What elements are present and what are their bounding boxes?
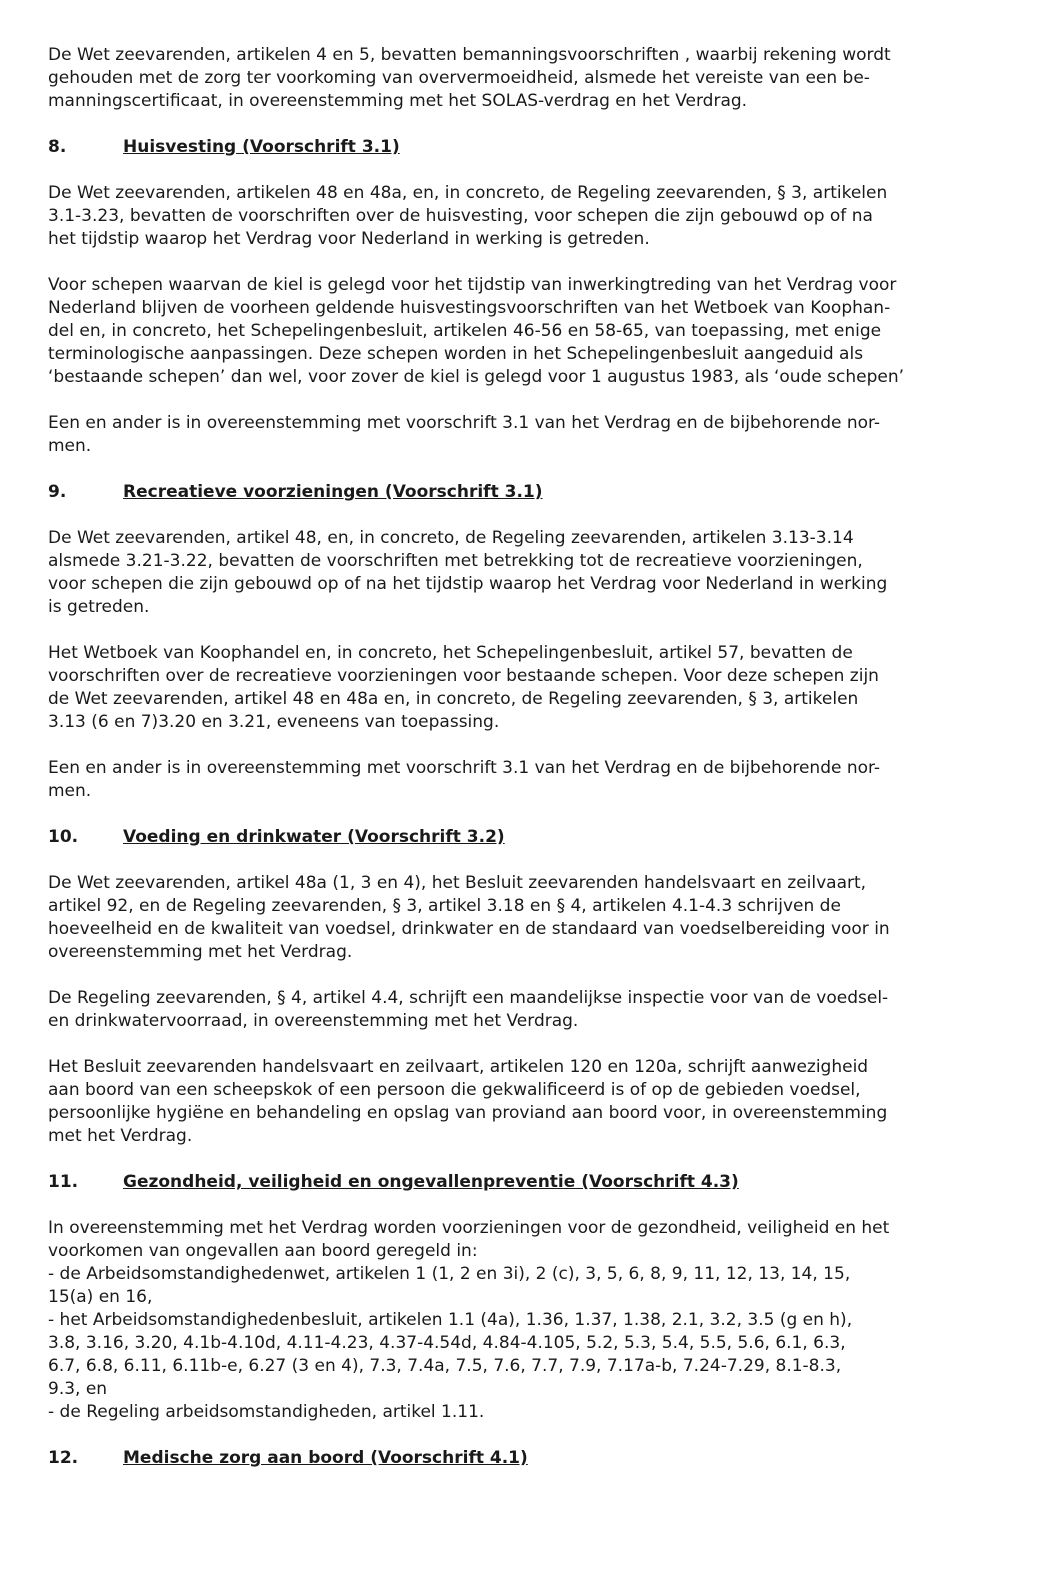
section-number: 12. xyxy=(48,1448,79,1468)
section-10 xyxy=(48,826,1016,1148)
section-paragraph: Een en ander is in overeenstemming met voorschrift 3.1 van het Verdrag en de bijbehorende nor- men. xyxy=(48,758,881,801)
section-number: 11. xyxy=(48,1172,79,1192)
section-9 xyxy=(48,481,1016,803)
section-number: 10. xyxy=(48,827,79,847)
section-paragraph: De Wet zeevarenden, artikelen 48 en 48a, en, in concreto, de Regeling zeevarenden, § 3, artikelen 3.1-3.23, bevatten de voorschriften over de huisvesting, voor schepen die zijn gebouwd op of na het tijdstip waarop het Verdrag voor Nederland in werking is getreden. xyxy=(48,183,888,249)
section-paragraph: De Wet zeevarenden, artikel 48, en, in concreto, de Regeling zeevarenden, artikelen 3.13-3.14 alsmede 3.21-3.22, bevatten de voorschriften met betrekking tot de recreatieve voorzieningen, voor schepen die zijn gebouwd op of na het tijdstip waarop het Verdrag voor Nederland in werking is getreden. xyxy=(48,528,888,617)
section-heading xyxy=(48,136,1016,159)
section-heading xyxy=(48,481,1016,504)
section-11 xyxy=(48,1171,1016,1424)
section-heading xyxy=(48,826,1016,849)
section-paragraph: In overeenstemming met het Verdrag worden voorzieningen voor de gezondheid, veiligheid en het voorkomen van ongevallen aan boord geregeld in: - de Arbeidsomstandighedenwet, artikelen 1 (1, 2 en 3i), 2 (c), 3, 5, 6, 8, 9, 11, 12, 13, 14, 15, 15(a) en 16, - het Arbeidsomstandighedenbesluit, artikelen 1.1 (4a), 1.36, 1.37, 1.38, 2.1, 3.2, 3.5 (g en h), 3.8, 3.16, 3.20, 4.1b-4.10d, 4.11-4.23, 4.37-4.54d, 4.84-4.105, 5.2, 5.3, 5.4, 5.5, 5.6, 6.1, 6.3, 6.7, 6.8, 6.11, 6.11b-e, 6.27 (3 en 4), 7.3, 7.4a, 7.5, 7.6, 7.7, 7.9, 7.17a-b, 7.24-7.29, 8.1-8.3, 9.3, en - de Regeling arbeidsomstandigheden, artikel 1.11. xyxy=(48,1218,890,1422)
section-title: Medische zorg aan boord (Voorschrift 4.1) xyxy=(123,1448,528,1468)
section-paragraph: Het Besluit zeevarenden handelsvaart en zeilvaart, artikelen 120 en 120a, schrijft aanwezigheid aan boord van een scheepskok of een persoon die gekwalificeerd is of op de gebieden voedsel, persoonlijke hygiëne en behandeling en opslag van proviand aan boord voor, in overeenstemming met het Verdrag. xyxy=(48,1057,888,1146)
section-title: Gezondheid, veiligheid en ongevallenpreventie (Voorschrift 4.3) xyxy=(123,1172,739,1192)
section-paragraph: Het Wetboek van Koophandel en, in concreto, het Schepelingenbesluit, artikel 57, bevatten de voorschriften over de recreatieve voorzieningen voor bestaande schepen. Voor deze schepen zijn de Wet zeevarenden, artikel 48 en 48a en, in concreto, de Regeling zeevarenden, § 3, artikelen 3.13 (6 en 7)3.20 en 3.21, eveneens van toepassing. xyxy=(48,643,879,732)
section-title: Voeding en drinkwater (Voorschrift 3.2) xyxy=(123,827,505,847)
section-number: 8. xyxy=(48,137,67,157)
section-paragraph: Voor schepen waarvan de kiel is gelegd voor het tijdstip van inwerkingtreding van het Verdrag voor Nederland blijven de voorheen geldende huisvestingsvoorschriften van het Wetboek van Koophan- del en, in concreto, het Schepelingenbesluit, artikelen 46-56 en 58-65, van toepassing, met enige terminologische aanpassingen. Deze schepen worden in het Schepelingenbesluit aangeduid als ‘bestaande schepen’ dan wel, voor zover de kiel is gelegd voor 1 augustus 1983, als ‘oude schepen’ xyxy=(48,275,905,387)
section-title: Recreatieve voorzieningen (Voorschrift 3.1) xyxy=(123,482,543,502)
section-12 xyxy=(48,1447,1016,1470)
section-paragraph: Een en ander is in overeenstemming met voorschrift 3.1 van het Verdrag en de bijbehorende nor- men. xyxy=(48,413,881,456)
section-heading xyxy=(48,1447,1016,1470)
section-number: 9. xyxy=(48,482,67,502)
intro-paragraph: De Wet zeevarenden, artikelen 4 en 5, bevatten bemanningsvoorschriften , waarbij rekening wordt gehouden met de zorg ter voorkoming van oververmoeidheid, alsmede het vereiste van een be- manningscertificaat, in overeenstemming met het SOLAS-verdrag en het Verdrag. xyxy=(48,45,891,111)
section-paragraph: De Wet zeevarenden, artikel 48a (1, 3 en 4), het Besluit zeevarenden handelsvaart en zeilvaart, artikel 92, en de Regeling zeevarenden, § 3, artikel 3.18 en § 4, artikelen 4.1-4.3 schrijven de hoeveelheid en de kwaliteit van voedsel, drinkwater en de standaard van voedselbereiding voor in overeenstemming met het Verdrag. xyxy=(48,873,890,962)
document-page xyxy=(48,44,1016,1493)
section-paragraph: De Regeling zeevarenden, § 4, artikel 4.4, schrijft een maandelijkse inspectie voor van de voedsel- en drinkwatervoorraad, in overeenstemming met het Verdrag. xyxy=(48,988,889,1031)
section-title: Huisvesting (Voorschrift 3.1) xyxy=(123,137,400,157)
section-heading xyxy=(48,1171,1016,1194)
section-8 xyxy=(48,136,1016,458)
